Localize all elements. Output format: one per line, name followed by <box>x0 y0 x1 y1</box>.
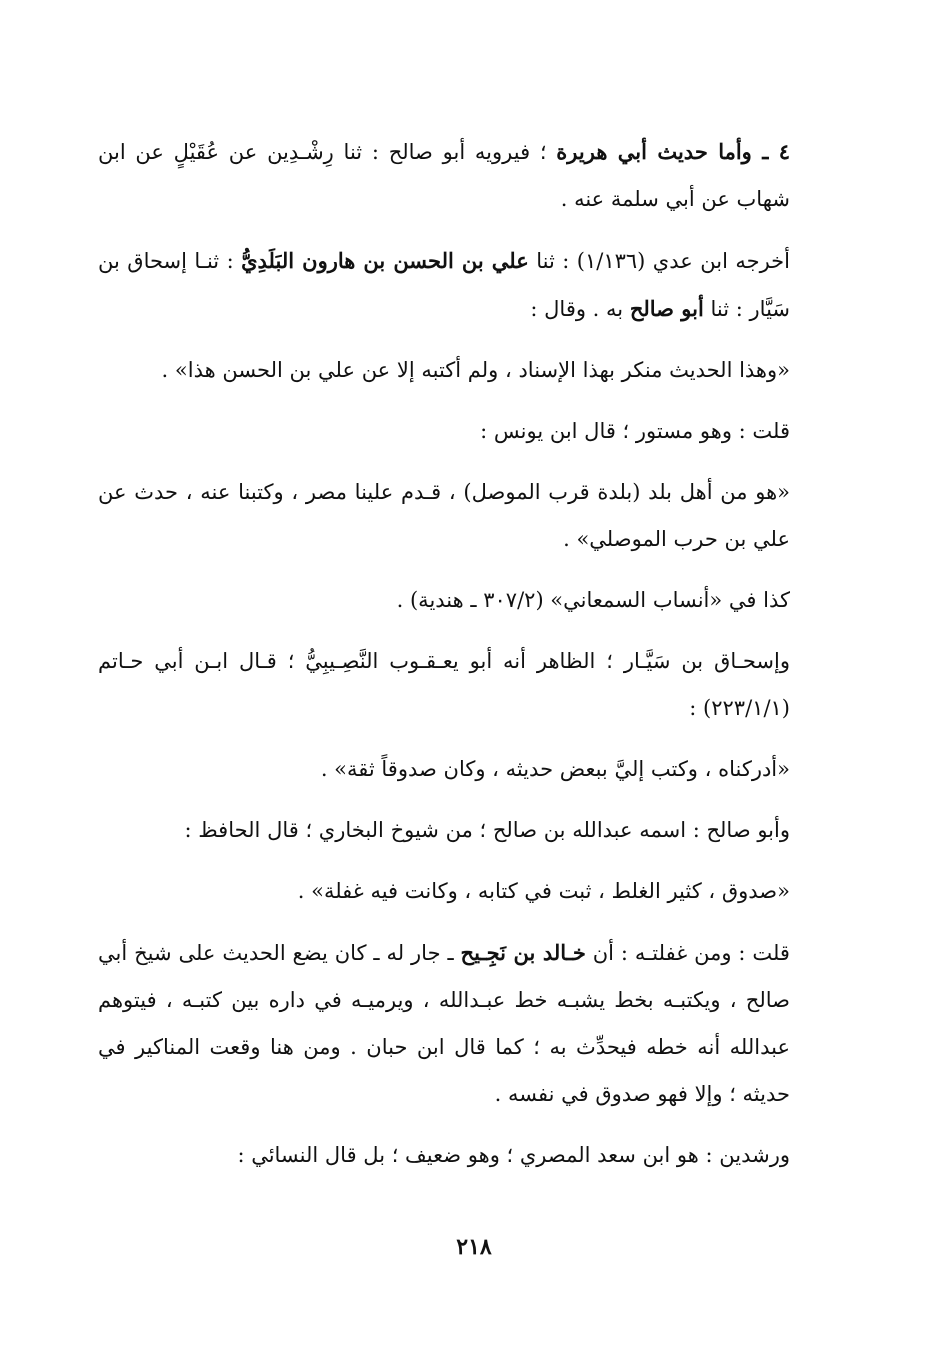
bold-text-segment: أبو صالح <box>629 296 704 321</box>
text-segment: أخرجه ابن عدي (١/١٣٦) : ثنا <box>528 249 790 273</box>
paragraph <box>98 807 834 854</box>
paragraph <box>98 638 834 732</box>
paragraph <box>98 408 834 455</box>
text-segment: وأبو صالح : اسمه عبدالله بن صالح ؛ من شيوخ البخاري ؛ قال الحافظ : <box>184 818 790 842</box>
text-segment: ؛ فيرويه أبو صالح : ثنا رِشْـدِين عن عُقَيْلٍ عن ابن شهاب عن أبي سلمة عنه . <box>98 140 790 211</box>
text-segment: به . وقال : <box>530 297 630 321</box>
text-segment: «صدوق ، كثير الغلط ، ثبت في كتابه ، وكانت فيه غفلة» . <box>297 879 790 903</box>
paragraph <box>98 237 834 333</box>
bold-text-segment: علي بن الحسن بن هارون البَلَدِيُّ <box>241 248 529 273</box>
bold-text-segment: ٤ ـ وأما حديث أبي هريرة <box>556 139 791 164</box>
page-number: ٢١٨ <box>456 1234 492 1260</box>
paragraph <box>98 469 834 563</box>
text-segment: ـ جار له ـ كان يضع الحديث على شيخ أبي صالح ، ويكتبـه بخط يشبـه خط عبـدالله ، ويرميـه في داره بين كتبـه ، فيتوهم عبدالله أنه خطه فيحدِّث به ؛ كما قال ابن حبان . ومن هنا وقعت المناكير في حديثه ؛ وإلا فهو صدوق في نفسه . <box>98 941 790 1106</box>
bold-text-segment: خـالد بن نَجِـيح <box>460 940 586 965</box>
text-segment: «وهذا الحديث منكر بهذا الإسناد ، ولم أكتبه إلا عن علي بن الحسن هذا» . <box>161 358 790 382</box>
text-segment: ورشدين : هو ابن سعد المصري ؛ وهو ضعيف ؛ بل قال النسائي : <box>237 1143 790 1167</box>
paragraph <box>98 929 834 1118</box>
text-segment: قلت : ومن غفلتـه : أن <box>585 941 790 965</box>
text-segment: «أدركناه ، وكتب إليَّ ببعض حديثه ، وكان صدوقاً ثقة» . <box>320 757 790 781</box>
text-segment: : ثنـا إسحاق بن سَيَّار : ثنا <box>98 249 790 321</box>
paragraph <box>98 868 834 915</box>
text-segment: قلت : وهو مستور ؛ قال ابن يونس : <box>480 419 790 443</box>
paragraph <box>98 746 834 793</box>
text-segment: «هو من أهل بلد (بلدة قرب الموصل) ، قـدم علينا مصر ، وكتبنا عنه ، حدث عن علي بن حرب الموصلي» . <box>98 480 790 551</box>
text-segment: وإسحـاق بن سَيَّـار ؛ الظاهر أنه أبو يعـقـوب النَّصِـيبِيُّ ؛ قـال ابـن أبي حـاتم (٢٢٣/١/١) : <box>98 649 790 720</box>
paragraph <box>98 577 834 624</box>
text-segment: كذا في «أنساب السمعاني» (٣٠٧/٢ ـ هندية) . <box>396 588 790 612</box>
paragraph <box>98 1132 834 1179</box>
paragraph <box>98 347 834 394</box>
paragraph <box>98 128 834 223</box>
page-body <box>98 128 834 1193</box>
